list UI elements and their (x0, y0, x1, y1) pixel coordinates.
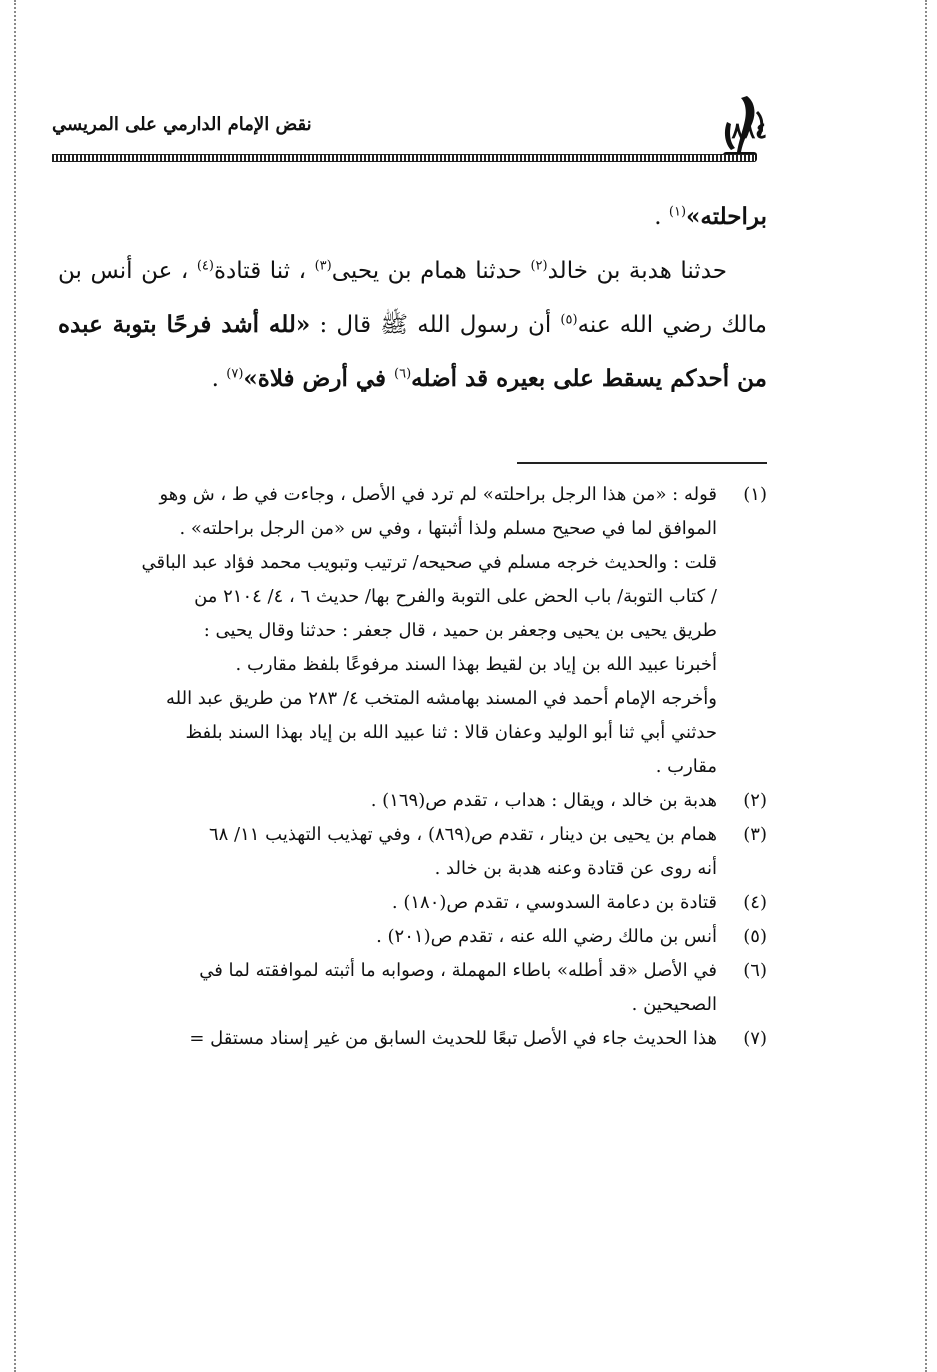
footnote-line: هذا الحديث جاء في الأصل تبعًا للحديث السابق من غير إسناد مستقل = (189, 1028, 717, 1049)
main-text (58, 190, 767, 406)
footnote-line: مقارب . (655, 756, 717, 777)
footnote-line: في الأصل «قد أطله» باطاء المهملة ، وصوابه ما أثبته لموافقته لما في (199, 960, 717, 981)
main-paragraph-2 (58, 244, 767, 406)
main-ref-3: (٣) (314, 258, 332, 274)
footnote-2 (56, 784, 767, 818)
main-p2-end: . (211, 366, 227, 392)
main-ref-2: (٢) (530, 258, 548, 274)
footnote-line: الموافق لما في صحيح مسلم ولذا أثبتها ، وفي س «من الرجل براحلته» . (179, 518, 717, 539)
footnote-line: أنس بن مالك رضي الله عنه ، تقدم ص(٢٠١) . (376, 926, 717, 947)
footnote-number: (٦) (743, 960, 767, 981)
footnote-line: قلت : والحديث خرجه مسلم في صحيحه/ ترتيب وتبويب محمد فؤاد عبد الباقي (141, 552, 717, 573)
footnote-line: قتادة بن دعامة السدوسي ، تقدم ص(١٨٠) . (391, 892, 717, 913)
footnote-line: أخبرنا عبيد الله بن إياد بن لقيط بهذا السند مرفوعًا بلفظ مقارب . (235, 654, 717, 675)
main-ref-4: (٤) (196, 258, 214, 274)
footnote-line: / كتاب التوبة/ باب الحض على التوبة والفرح بها/ حديث ٦ ، ٤/ ٢١٠٤ من (194, 586, 717, 607)
main-p1-text: براحلته» (686, 203, 767, 230)
footnote-5 (56, 920, 767, 954)
main-ref-7: (٧) (226, 366, 244, 382)
footnote-1 (56, 478, 767, 784)
footnote-line: وأخرجه الإمام أحمد في المسند بهامشه المتخب ٤/ ٢٨٣ من طريق عبد الله (165, 688, 717, 709)
main-ref-5: (٥) (560, 312, 578, 328)
main-p1-end: . (654, 204, 669, 230)
footnote-number: (٣) (743, 824, 767, 845)
page-edge-dots-right (925, 0, 927, 1372)
footnote-line: الصحيحين . (631, 994, 717, 1015)
footnote-number: (٢) (743, 790, 767, 811)
page-number: ٨٨٤ (731, 118, 767, 144)
main-hadith-quote-end: في أرض فلاة» (243, 365, 395, 392)
footnote-3 (56, 818, 767, 886)
main-paragraph-1 (58, 190, 767, 244)
book-title: نقض الإمام الدارمي على المريسي (52, 114, 312, 135)
footnote-line: هدبة بن خالد ، ويقال : هداب ، تقدم ص(١٦٩) . (370, 790, 717, 811)
main-p2-a: حدثنا هدبة بن خالد (547, 258, 728, 284)
page-edge-dots-left (14, 0, 16, 1372)
main-p2-c: ، ثنا قتادة (213, 258, 315, 284)
main-p2-b: حدثنا همام بن يحيى (331, 258, 531, 284)
footnotes (56, 478, 767, 1056)
main-hadith-quote: «لله أشد فرحًا بتوبة عبده من أحدكم يسقط على بعيره قد أضله (58, 311, 767, 392)
footnote-line: أنه روى عن قتادة وعنه هدبة بن خالد . (434, 858, 717, 879)
footnote-number: (١) (743, 484, 767, 505)
main-p2-e: أن رسول الله ﷺ قال : (310, 312, 561, 338)
main-ref-1: (١) (668, 204, 687, 220)
footnote-6 (56, 954, 767, 1022)
footnote-4 (56, 886, 767, 920)
footnote-line: حدثني أبي ثنا أبو الوليد وعفان قالا : ثنا عبيد الله بن إياد بهذا السند بلفظ (185, 722, 717, 743)
footnote-number: (٥) (743, 926, 767, 947)
header-rule (52, 154, 755, 162)
footnote-line: همام بن يحيى بن دينار ، تقدم ص(٨٦٩) ، وفي تهذيب التهذيب ١١/ ٦٨ (208, 824, 717, 845)
footnote-7 (56, 1022, 767, 1056)
footnote-number: (٤) (743, 892, 767, 913)
main-ref-6: (٦) (394, 366, 412, 382)
footnote-separator (517, 462, 767, 464)
footnote-number: (٧) (743, 1028, 767, 1049)
footnote-line: طريق يحيى بن يحيى وجعفر بن حميد ، قال جعفر : حدثنا وقال يحيى : (203, 620, 717, 641)
running-header (52, 112, 767, 146)
main-p2-d: ، عن أنس بن مالك رضي الله عنه (58, 258, 767, 338)
footnote-line: قوله : «من هذا الرجل براحلته» لم ترد في الأصل ، وجاءت في ط ، ش وهو (159, 484, 717, 505)
